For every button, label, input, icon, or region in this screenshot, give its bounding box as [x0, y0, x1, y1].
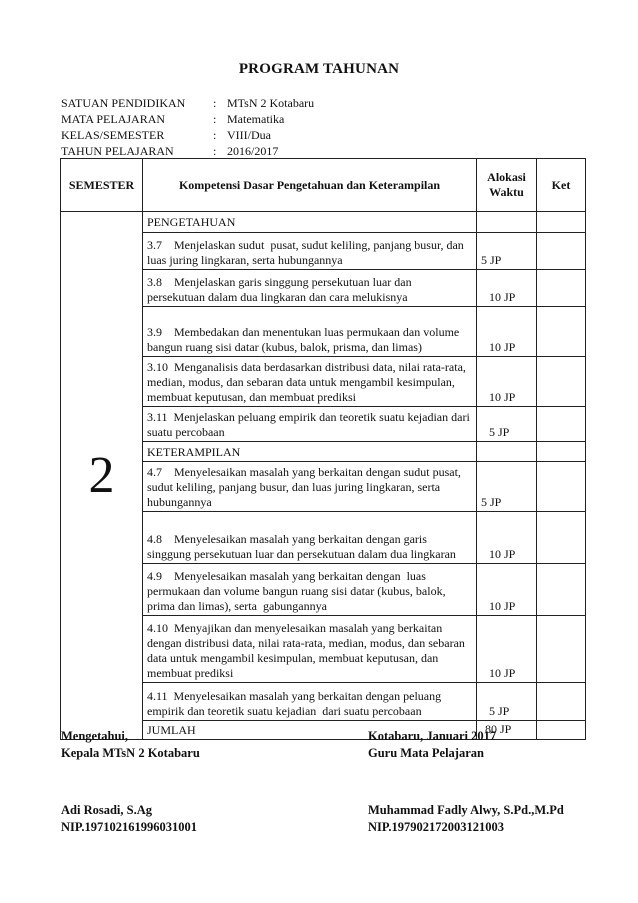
sign-right-name: Muhammad Fadly Alwy, S.Pd.,M.Pd [368, 803, 564, 817]
kd-cell: 3.8 Menjelaskan garis singgung persekutuan luar dan persekutuan dalam dua lingkaran dan cara melukisnya [143, 270, 477, 307]
document-title: PROGRAM TAHUNAN [238, 61, 400, 77]
info-value: VIII/Dua [227, 128, 271, 142]
sign-right-nip: NIP.197902172003121003 [368, 820, 505, 834]
info-key: TAHUN PELAJARAN [61, 144, 174, 158]
ket-cell [537, 307, 586, 357]
info-value: MTsN 2 Kotabaru [227, 96, 315, 110]
alokasi-cell: 10 JP [477, 307, 537, 357]
ket-cell [537, 462, 586, 512]
header-alokasi-line2: Waktu [489, 185, 524, 199]
ket-cell [537, 357, 586, 407]
alokasi-cell: 10 JP [477, 564, 537, 616]
kd-cell: 3.9 Membedakan dan menentukan luas permukaan dan volume bangun ruang sisi datar (kubus, balok, prisma, dan limas) [143, 307, 477, 357]
sign-left-nip: NIP.197102161996031001 [61, 820, 198, 834]
alokasi-cell: 10 JP [477, 357, 537, 407]
ket-cell [537, 407, 586, 442]
sign-right-line1: Kotabaru, Januari 2017 [368, 729, 497, 743]
alokasi-cell [477, 212, 537, 233]
semester-number: 2 [61, 212, 143, 740]
alokasi-cell: 5 JP [477, 683, 537, 721]
ket-cell [537, 512, 586, 564]
info-row-satuan [61, 95, 314, 111]
header-ket: Ket [537, 159, 586, 212]
ket-cell [537, 564, 586, 616]
info-row-tahun [61, 143, 314, 159]
info-key: MATA PELAJARAN [61, 112, 166, 126]
total-label: JUMLAH [143, 721, 477, 740]
alokasi-cell: 5 JP [477, 233, 537, 270]
info-colon: : [213, 128, 217, 142]
info-row-mapel [61, 111, 314, 127]
program-table [60, 158, 586, 740]
info-value: 2016/2017 [227, 144, 279, 158]
alokasi-cell: 10 JP [477, 616, 537, 683]
kd-cell: 4.11 Menyelesaikan masalah yang berkaitan dengan peluang empirik dan teoretik suatu kejadian dari suatu percobaan [143, 683, 477, 721]
alokasi-cell: 5 JP [477, 407, 537, 442]
info-value: Matematika [227, 112, 285, 126]
sign-left-line2: Kepala MTsN 2 Kotabaru [61, 746, 200, 760]
header-alokasi-line1: Alokasi [487, 170, 526, 184]
total-value: 80 JP [477, 721, 537, 740]
section-label-pengetahuan: PENGETAHUAN [143, 212, 477, 233]
kd-cell: 3.10 Menganalisis data berdasarkan distribusi data, nilai rata-rata, median, modus, dan sebaran data untuk mengambil kesimpulan, membuat keputusan, dan membuat prediksi [143, 357, 477, 407]
kd-cell: 4.7 Menyelesaikan masalah yang berkaitan dengan sudut pusat, sudut keliling, panjang busur, dan luas juring lingkaran, serta hubungannya [143, 462, 477, 512]
info-block [61, 95, 314, 159]
ket-cell [537, 233, 586, 270]
kd-cell: 4.9 Menyelesaikan masalah yang berkaitan dengan luas permukaan dan volume bangun ruang sisi datar (kubus, balok, prima dan limas), serta gabungannya [143, 564, 477, 616]
info-colon: : [213, 96, 217, 110]
info-key: SATUAN PENDIDIKAN [61, 96, 186, 110]
info-row-kelas [61, 127, 314, 143]
header-semester: SEMESTER [61, 159, 143, 212]
ket-cell [537, 442, 586, 462]
kd-cell: 4.8 Menyelesaikan masalah yang berkaitan dengan garis singgung persekutuan luar dan persekutuan dalam dua lingkaran [143, 512, 477, 564]
header-kompetensi: Kompetensi Dasar Pengetahuan dan Keterampilan [143, 159, 477, 212]
info-colon: : [213, 112, 217, 126]
table-header-row [61, 159, 586, 212]
alokasi-cell: 10 JP [477, 270, 537, 307]
sign-right-line2: Guru Mata Pelajaran [368, 746, 484, 760]
info-colon: : [213, 144, 217, 158]
alokasi-cell: 10 JP [477, 512, 537, 564]
alokasi-cell: 5 JP [477, 462, 537, 512]
info-key: KELAS/SEMESTER [61, 128, 165, 142]
ket-cell [537, 270, 586, 307]
header-alokasi [477, 159, 537, 212]
ket-cell [537, 683, 586, 721]
section-label-keterampilan: KETERAMPILAN [143, 442, 477, 462]
sign-left-name: Adi Rosadi, S.Ag [61, 803, 152, 817]
ket-cell [537, 212, 586, 233]
ket-cell [537, 721, 586, 740]
kd-cell: 4.10 Menyajikan dan menyelesaikan masalah yang berkaitan dengan distribusi data, nilai rata-rata, median, modus, dan sebaran data untuk mengambil kesimpulan, membuat keputusan, dan membuat prediksi [143, 616, 477, 683]
table-row [61, 212, 586, 233]
sign-left-line1: Mengetahui, [61, 729, 129, 743]
ket-cell [537, 616, 586, 683]
kd-cell: 3.7 Menjelaskan sudut pusat, sudut keliling, panjang busur, dan luas juring lingkaran, serta hubungannya [143, 233, 477, 270]
kd-cell: 3.11 Menjelaskan peluang empirik dan teoretik suatu kejadian dari suatu percobaan [143, 407, 477, 442]
alokasi-cell [477, 442, 537, 462]
